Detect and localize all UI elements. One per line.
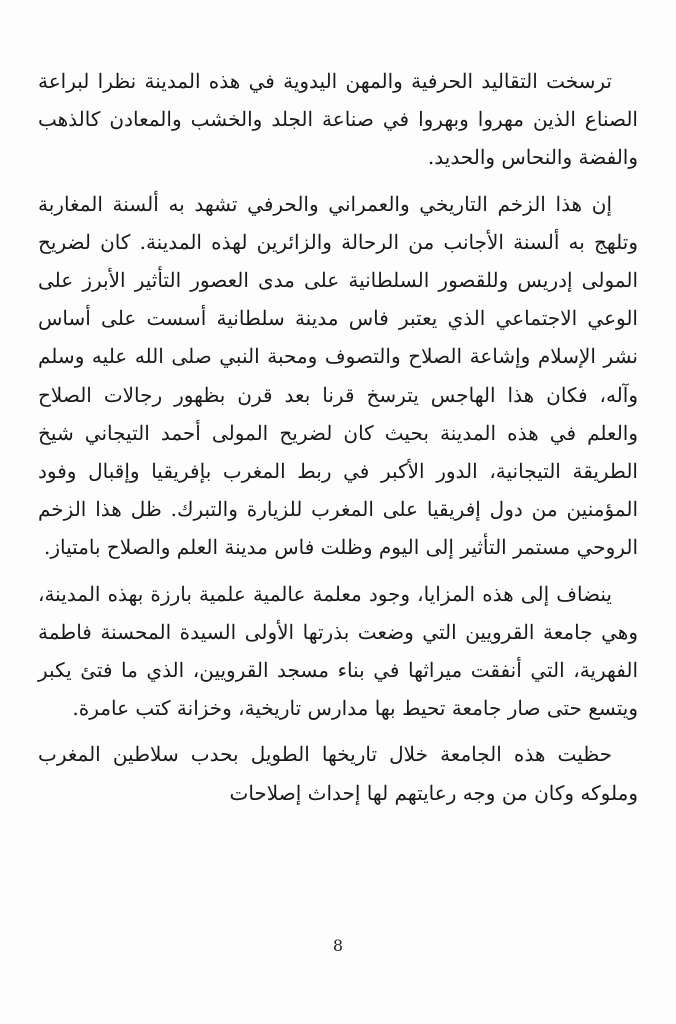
body-text (38, 62, 638, 820)
paragraph-1: ترسخت التقاليد الحرفية والمهن اليدوية في هذه المدينة نظرا لبراعة الصناع الذين مهروا وبهروا في صناعة الجلد والخشب والمعادن كالذهب والفضة والنحاس والحديد. (38, 69, 638, 170)
paragraph-3: ينضاف إلى هذه المزايا، وجود معلمة عالمية علمية بارزة بهذه المدينة، وهي جامعة القرويين التي وضعت بذرتها الأولى السيدة المحسنة فاطمة الفهرية، التي أنفقت ميراثها في بناء مسجد القرويين، الذي ما فتئ يكبر ويتسع حتى صار جامعة تحيط بها مدارس تاريخية، وخزانة كتب عامرة. (38, 581, 638, 721)
page-number: 8 (332, 936, 344, 955)
paragraph-2: إن هذا الزخم التاريخي والعمراني والحرفي تشهد به ألسنة المغاربة وتلهج به ألسنة الأجانب من الرحالة والزائرين لهذه المدينة. كان لضريح المولى إدريس وللقصور السلطانية على مدى العصور التأثير الأبرز على الوعي الاجتماعي الذي يعتبر فاس مدينة سلطانية أسست على أساس نشر الإسلام وإشاعة الصلاح والتصوف ومحبة النبي صلى الله عليه وسلم وآله، فكان هذا الهاجس يترسخ قرنا بعد قرن بظهور رجالات الصلاح والعلم في هذه المدينة بحيث كان لضريح المولى أحمد التيجاني شيخ الطريقة التيجانية، الدور الأكبر في ربط المغرب بإفريقيا وإقبال وفود المؤمنين من دول إفريقيا على المغرب للزيارة والتبرك. ظل هذا الزخم الروحي مستمر التأثير إلى اليوم وظلت فاس مدينة العلم والصلاح بامتياز. (38, 191, 638, 560)
paragraph-4: حظيت هذه الجامعة خلال تاريخها الطويل بحدب سلاطين المغرب وملوكه وكان من وجه رعايتهم لها إحداث إصلاحات (38, 742, 638, 805)
